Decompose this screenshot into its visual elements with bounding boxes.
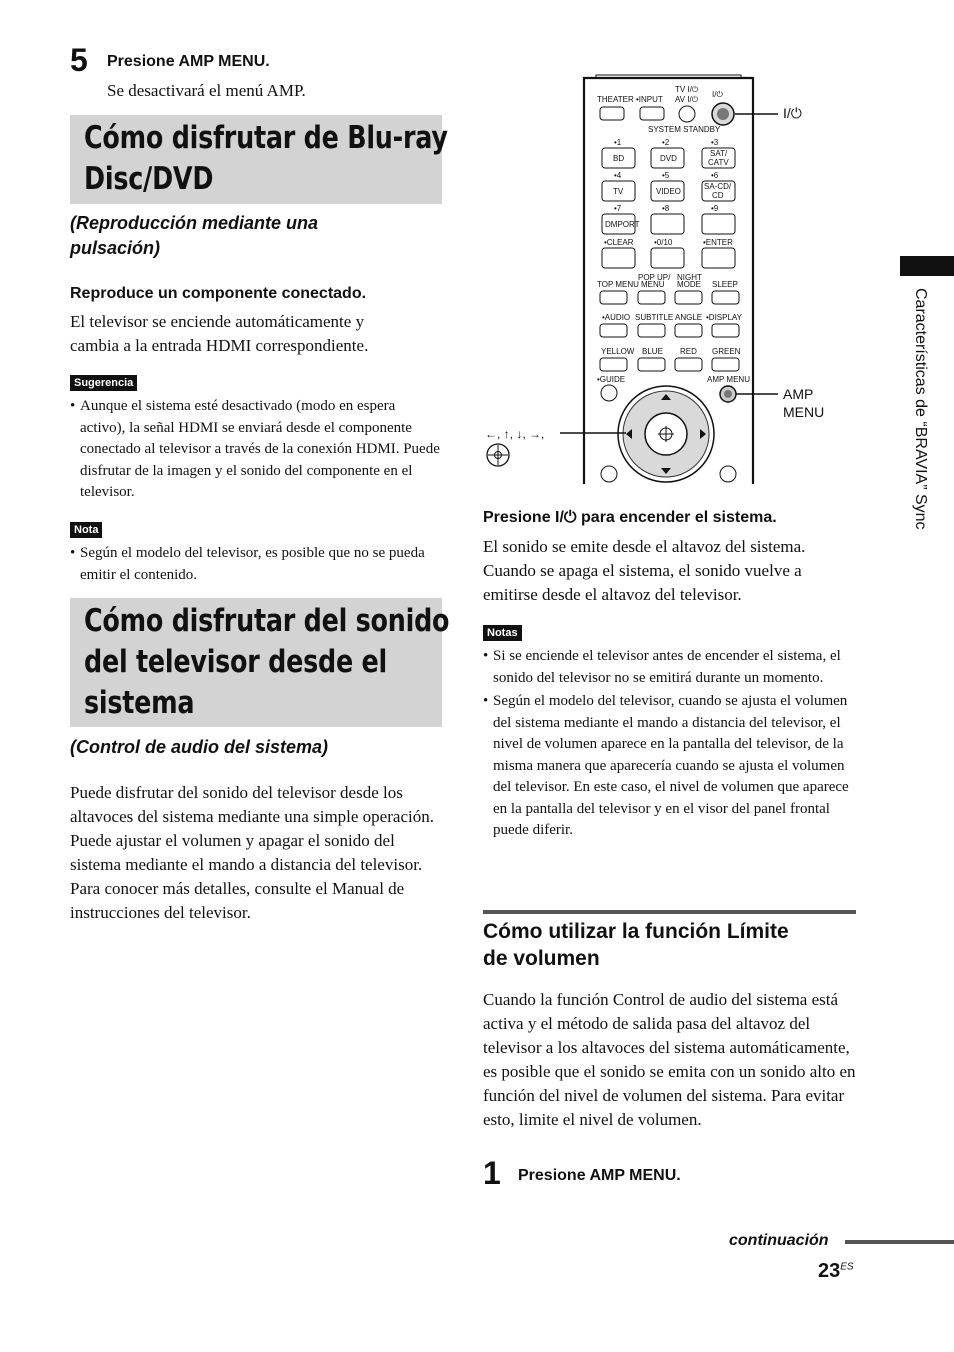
continued-bar — [845, 1240, 954, 1244]
svg-text:•CLEAR: •CLEAR — [604, 238, 634, 247]
svg-text:•4: •4 — [614, 171, 622, 180]
svg-text:•AUDIO: •AUDIO — [602, 313, 631, 322]
section-title-line: Cómo disfrutar de Blu-ray — [84, 120, 448, 156]
note-badge-wrap — [70, 520, 102, 538]
svg-text:RED: RED — [680, 347, 697, 356]
notes-badge-wrap — [483, 623, 522, 641]
svg-text:•2: •2 — [662, 138, 670, 147]
svg-text:SA-CD/: SA-CD/ — [704, 182, 732, 191]
tv-power-button — [679, 106, 695, 122]
remote-label: TV I/⏻ — [675, 85, 699, 94]
tip-badge-wrap — [70, 373, 137, 391]
svg-text:•6: •6 — [711, 171, 719, 180]
svg-text:YELLOW: YELLOW — [601, 347, 635, 356]
list-item: • Aunque el sistema esté desactivado (modo en espera activo), la señal HDMI se enviará desde el componente conectado al televisor a través de la conexión HDMI. Puede disfrutar de la imagen y el sonido del componente en el televisor. — [70, 396, 444, 504]
svg-text:TV: TV — [613, 187, 624, 196]
svg-text:•7: •7 — [614, 204, 622, 213]
section-subtitle: (Control de audio del sistema) — [70, 737, 329, 757]
remote-label: SYSTEM STANDBY — [648, 125, 721, 134]
section-title-line: Disc/DVD — [84, 161, 214, 197]
power-symbol-icon: I/⏻ — [555, 509, 577, 526]
section-body: Puede disfrutar del sonido del televisor desde los altavoces del sistema mediante una simple operación. Puede ajustar el volumen y apagar el sonido del sistema mediante el mando a distancia del televisor. Para conocer más detalles, consulte el Manual de instrucciones del televisor. — [70, 783, 434, 922]
svg-text:DVD: DVD — [660, 154, 677, 163]
notes-badge: Notas — [483, 625, 522, 641]
svg-text:CD: CD — [712, 191, 724, 200]
list-item: • Según el modelo del televisor, cuando se ajusta el volumen del sistema mediante el mando a distancia del televisor, el nivel de volumen aparece en la pantalla del televisor, de la misma manera que aparecería cuando se ajusta el volumen del televisor. En este caso, el nivel de volumen que aparece en la pantalla del televisor y en el visor del panel frontal puede diferir. — [483, 691, 855, 842]
svg-text:•DISPLAY: •DISPLAY — [706, 313, 742, 322]
subsection-rule — [483, 910, 856, 914]
right-lead: Presione I/⏻ para encender el sistema. — [483, 509, 777, 526]
svg-text:•9: •9 — [711, 204, 719, 213]
svg-text:VIDEO: VIDEO — [656, 187, 681, 196]
svg-text:MENU: MENU — [641, 280, 665, 289]
note-list — [70, 543, 444, 586]
svg-text:BLUE: BLUE — [642, 347, 663, 356]
input-button — [640, 107, 664, 120]
svg-text:AMP MENU: AMP MENU — [707, 375, 750, 384]
svg-text:SLEEP: SLEEP — [712, 280, 738, 289]
subsection-body: Cuando la función Control de audio del sistema está activa y el método de salida pasa del altavoz del televisor a los altavoces del sistema automáticamente, es posible que el sonido se emita con un sonido alto en función del nivel de volumen del sistema. Para evitar esto, limite el nivel de volumen. — [483, 990, 856, 1129]
callout-amp-label: AMP — [783, 386, 814, 402]
tip-list — [70, 396, 444, 504]
callout-power-label: I/⏻ — [783, 105, 802, 121]
page-number: $23^{ES}$ — [818, 1260, 854, 1282]
remote-label: •INPUT — [636, 95, 663, 104]
callout-arrows-label: ←, ↑, ↓, →, — [485, 427, 545, 441]
note-badge: Nota — [70, 522, 102, 538]
section-title-line: Cómo disfrutar del sonido — [84, 603, 450, 639]
svg-text:•ENTER: •ENTER — [703, 238, 733, 247]
remote-label: I/⏻ — [712, 90, 723, 99]
step-number: 1 — [483, 1155, 501, 1191]
section-subtitle: (Reproducción mediante una pulsación) — [70, 213, 319, 258]
svg-text:•8: •8 — [662, 204, 670, 213]
step-number: 5 — [70, 42, 88, 78]
right-body: El sonido se emite desde el altavoz del sistema. Cuando se apaga el sistema, el sonido vuelve a emitirse desde el altavoz del televisor. — [483, 537, 806, 604]
list-item: • Si se enciende el televisor antes de encender el sistema, el sonido del televisor no se emitirá durante un momento. — [483, 646, 855, 689]
svg-text:•3: •3 — [711, 138, 719, 147]
section-heading-box — [70, 598, 450, 727]
svg-text:•1: •1 — [614, 138, 622, 147]
svg-text:TOP MENU: TOP MENU — [597, 280, 639, 289]
section-title-line: sistema — [84, 685, 195, 721]
step-text: Se desactivará el menú AMP. — [107, 81, 306, 100]
continued-label: continuación — [729, 1232, 829, 1249]
svg-text:POP UP/: POP UP/ — [638, 273, 671, 282]
remote-illustration — [480, 70, 850, 490]
svg-text:SUBTITLE: SUBTITLE — [635, 313, 674, 322]
tip-badge: Sugerencia — [70, 375, 137, 391]
section-title-line: del televisor desde el — [84, 644, 388, 680]
side-tab-marker — [900, 256, 954, 276]
list-item: • Según el modelo del televisor, es posible que no se pueda emitir el contenido. — [70, 543, 444, 586]
subsection-title: Cómo utilizar la función Límite de volumen — [483, 920, 789, 970]
svg-text:DMPORT: DMPORT — [605, 220, 640, 229]
notes-list — [483, 646, 855, 842]
svg-text:SAT/: SAT/ — [710, 149, 728, 158]
svg-text:NIGHT: NIGHT — [677, 273, 702, 282]
section-lead: Reproduce un componente conectado. — [70, 285, 367, 302]
svg-text:BD: BD — [613, 154, 625, 163]
svg-text:GREEN: GREEN — [712, 347, 741, 356]
svg-text:•GUIDE: •GUIDE — [597, 375, 626, 384]
theater-button — [600, 107, 624, 120]
svg-text:•5: •5 — [662, 171, 670, 180]
svg-text:MODE: MODE — [677, 280, 701, 289]
section-heading-box — [70, 115, 448, 204]
step-title: Presione AMP MENU. — [518, 1167, 681, 1184]
guide-button — [601, 385, 617, 401]
remote-label: AV I/⏻ — [675, 95, 699, 104]
svg-text:CATV: CATV — [708, 158, 729, 167]
remote-label: THEATER — [597, 95, 634, 104]
svg-text:ANGLE: ANGLE — [675, 313, 703, 322]
side-tab-label: Características de “BRAVIA” Sync — [912, 288, 929, 530]
section-body: El televisor se enciende automáticamente y cambia a la entrada HDMI correspondiente. — [70, 312, 369, 355]
callout-amp-label: MENU — [783, 404, 825, 420]
step-title: Presione AMP MENU. — [107, 53, 270, 70]
svg-text:•0/10: •0/10 — [654, 238, 673, 247]
